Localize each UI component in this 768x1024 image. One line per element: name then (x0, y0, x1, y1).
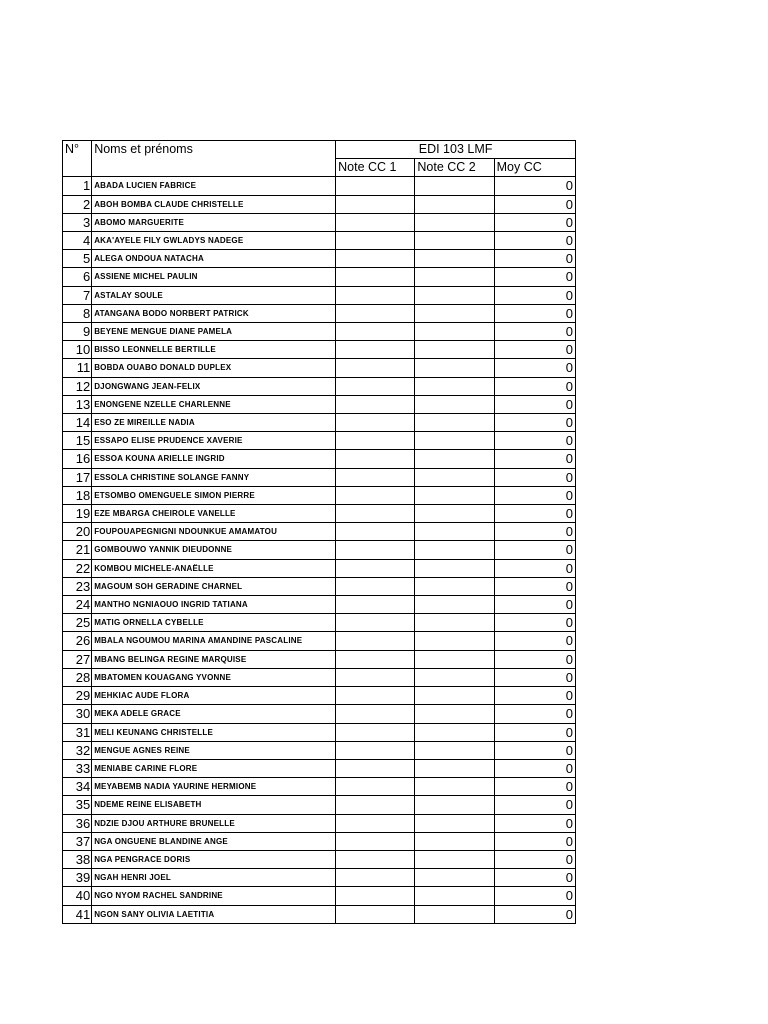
table-row (63, 759, 576, 777)
moy-cc-cell: 0 (494, 596, 575, 614)
table-row (63, 177, 576, 195)
note-cc2-cell[interactable] (415, 796, 494, 814)
moy-cc-cell: 0 (494, 213, 575, 231)
student-number: 34 (63, 778, 92, 796)
note-cc2-cell[interactable] (415, 632, 494, 650)
note-cc1-cell[interactable] (336, 850, 415, 868)
note-cc2-cell[interactable] (415, 850, 494, 868)
table-row (63, 377, 576, 395)
student-name: BISSO LEONNELLE BERTILLE (92, 341, 336, 359)
student-name: BEYENE MENGUE DIANE PAMELA (92, 323, 336, 341)
note-cc1-cell[interactable] (336, 687, 415, 705)
student-name: MATIG ORNELLA CYBELLE (92, 614, 336, 632)
student-name: MENIABE CARINE FLORE (92, 759, 336, 777)
moy-cc-cell: 0 (494, 850, 575, 868)
student-number: 21 (63, 541, 92, 559)
moy-cc-cell: 0 (494, 432, 575, 450)
moy-cc-cell: 0 (494, 668, 575, 686)
student-name: ASTALAY SOULE (92, 286, 336, 304)
note-cc1-cell[interactable] (336, 614, 415, 632)
note-cc2-cell[interactable] (415, 195, 494, 213)
table-row (63, 723, 576, 741)
table-row (63, 668, 576, 686)
note-cc1-cell[interactable] (336, 432, 415, 450)
note-cc2-cell[interactable] (415, 505, 494, 523)
table-row (63, 778, 576, 796)
student-number: 27 (63, 650, 92, 668)
note-cc1-cell[interactable] (336, 323, 415, 341)
table-row (63, 577, 576, 595)
student-name: GOMBOUWO YANNIK DIEUDONNE (92, 541, 336, 559)
moy-cc-cell: 0 (494, 741, 575, 759)
note-cc2-cell[interactable] (415, 468, 494, 486)
student-name: MBALA NGOUMOU MARINA AMANDINE PASCALINE (92, 632, 336, 650)
table-row (63, 796, 576, 814)
student-name: MELI KEUNANG CHRISTELLE (92, 723, 336, 741)
table-row (63, 741, 576, 759)
number-column-header: N° (63, 141, 92, 177)
student-name: NGO NYOM RACHEL SANDRINE (92, 887, 336, 905)
note-cc2-cell[interactable] (415, 341, 494, 359)
note-cc2-cell[interactable] (415, 723, 494, 741)
table-row (63, 505, 576, 523)
student-name: ETSOMBO OMENGUELE SIMON PIERRE (92, 486, 336, 504)
table-row (63, 486, 576, 504)
table-row (63, 450, 576, 468)
student-number: 13 (63, 395, 92, 413)
student-name: MAGOUM SOH GERADINE CHARNEL (92, 577, 336, 595)
note-cc2-cell[interactable] (415, 577, 494, 595)
note-cc1-cell[interactable] (336, 505, 415, 523)
student-number: 6 (63, 268, 92, 286)
note-cc2-cell[interactable] (415, 359, 494, 377)
note-cc2-cell[interactable] (415, 705, 494, 723)
moy-cc-cell: 0 (494, 650, 575, 668)
grade-sheet-table (62, 140, 576, 924)
moy-cc-cell: 0 (494, 304, 575, 322)
moy-cc-cell: 0 (494, 832, 575, 850)
note-cc1-cell[interactable] (336, 450, 415, 468)
table-row (63, 523, 576, 541)
table-row (63, 395, 576, 413)
student-name: ABADA LUCIEN FABRICE (92, 177, 336, 195)
student-number: 20 (63, 523, 92, 541)
student-number: 22 (63, 559, 92, 577)
student-name: ABOH BOMBA CLAUDE CHRISTELLE (92, 195, 336, 213)
moy-cc-cell: 0 (494, 359, 575, 377)
moy-cc-cell: 0 (494, 632, 575, 650)
moy-cc-cell: 0 (494, 523, 575, 541)
student-number: 9 (63, 323, 92, 341)
note-cc2-cell[interactable] (415, 814, 494, 832)
moy-cc-cell: 0 (494, 232, 575, 250)
student-name: NGA PENGRACE DORIS (92, 850, 336, 868)
table-row (63, 632, 576, 650)
note-cc1-cell[interactable] (336, 741, 415, 759)
student-name: EZE MBARGA CHEIROLE VANELLE (92, 505, 336, 523)
student-name: MANTHO NGNIAOUO INGRID TATIANA (92, 596, 336, 614)
table-row (63, 687, 576, 705)
moy-cc-cell: 0 (494, 377, 575, 395)
note-cc1-cell[interactable] (336, 304, 415, 322)
note-cc1-cell[interactable] (336, 414, 415, 432)
note-cc2-cell[interactable] (415, 832, 494, 850)
note-cc1-cell[interactable] (336, 486, 415, 504)
course-header: EDI 103 LMF (336, 141, 576, 159)
note-cc1-cell[interactable] (336, 759, 415, 777)
moy-cc-cell: 0 (494, 195, 575, 213)
student-name: ENONGENE NZELLE CHARLENNE (92, 395, 336, 413)
note-cc1-header: Note CC 1 (336, 159, 415, 177)
moy-cc-header: Moy CC (494, 159, 575, 177)
student-name: ESSOA KOUNA ARIELLE INGRID (92, 450, 336, 468)
student-name: ESO ZE MIREILLE NADIA (92, 414, 336, 432)
note-cc1-cell[interactable] (336, 577, 415, 595)
student-number: 39 (63, 869, 92, 887)
student-number: 2 (63, 195, 92, 213)
note-cc1-cell[interactable] (336, 268, 415, 286)
note-cc2-cell[interactable] (415, 486, 494, 504)
note-cc1-cell[interactable] (336, 377, 415, 395)
note-cc2-cell[interactable] (415, 650, 494, 668)
note-cc2-cell[interactable] (415, 778, 494, 796)
note-cc1-cell[interactable] (336, 668, 415, 686)
table-row (63, 213, 576, 231)
student-number: 3 (63, 213, 92, 231)
note-cc1-cell[interactable] (336, 559, 415, 577)
note-cc1-cell[interactable] (336, 796, 415, 814)
moy-cc-cell: 0 (494, 614, 575, 632)
student-name: NDZIE DJOU ARTHURE BRUNELLE (92, 814, 336, 832)
table-row (63, 705, 576, 723)
student-name: MEKA ADELE GRACE (92, 705, 336, 723)
note-cc2-cell[interactable] (415, 668, 494, 686)
student-name: ALEGA ONDOUA NATACHA (92, 250, 336, 268)
table-row (63, 341, 576, 359)
note-cc1-cell[interactable] (336, 359, 415, 377)
table-row (63, 905, 576, 923)
student-name: AKA'AYELE FILY GWLADYS NADEGE (92, 232, 336, 250)
student-number: 16 (63, 450, 92, 468)
student-name: NGON SANY OLIVIA LAETITIA (92, 905, 336, 923)
table-row (63, 432, 576, 450)
student-name: MENGUE AGNES REINE (92, 741, 336, 759)
moy-cc-cell: 0 (494, 577, 575, 595)
student-number: 25 (63, 614, 92, 632)
note-cc2-cell[interactable] (415, 614, 494, 632)
moy-cc-cell: 0 (494, 486, 575, 504)
note-cc1-cell[interactable] (336, 650, 415, 668)
student-number: 38 (63, 850, 92, 868)
note-cc1-cell[interactable] (336, 213, 415, 231)
student-name: MBANG BELINGA REGINE MARQUISE (92, 650, 336, 668)
student-number: 30 (63, 705, 92, 723)
table-row (63, 850, 576, 868)
table-row (63, 359, 576, 377)
note-cc2-cell[interactable] (415, 541, 494, 559)
student-number: 14 (63, 414, 92, 432)
note-cc2-cell[interactable] (415, 905, 494, 923)
student-number: 15 (63, 432, 92, 450)
note-cc1-cell[interactable] (336, 468, 415, 486)
table-row (63, 614, 576, 632)
moy-cc-cell: 0 (494, 450, 575, 468)
student-number: 31 (63, 723, 92, 741)
student-number: 41 (63, 905, 92, 923)
moy-cc-cell: 0 (494, 796, 575, 814)
table-row (63, 541, 576, 559)
student-number: 28 (63, 668, 92, 686)
student-number: 36 (63, 814, 92, 832)
moy-cc-cell: 0 (494, 414, 575, 432)
note-cc2-cell[interactable] (415, 887, 494, 905)
moy-cc-cell: 0 (494, 814, 575, 832)
moy-cc-cell: 0 (494, 723, 575, 741)
table-row (63, 323, 576, 341)
note-cc1-cell[interactable] (336, 232, 415, 250)
table-row (63, 232, 576, 250)
student-number: 32 (63, 741, 92, 759)
student-number: 7 (63, 286, 92, 304)
note-cc2-header: Note CC 2 (415, 159, 494, 177)
table-row (63, 304, 576, 322)
moy-cc-cell: 0 (494, 341, 575, 359)
table-row (63, 814, 576, 832)
student-number: 10 (63, 341, 92, 359)
moy-cc-cell: 0 (494, 286, 575, 304)
note-cc2-cell[interactable] (415, 268, 494, 286)
student-number: 26 (63, 632, 92, 650)
note-cc1-cell[interactable] (336, 869, 415, 887)
note-cc2-cell[interactable] (415, 869, 494, 887)
note-cc2-cell[interactable] (415, 250, 494, 268)
note-cc2-cell[interactable] (415, 687, 494, 705)
student-name: BOBDA OUABO DONALD DUPLEX (92, 359, 336, 377)
moy-cc-cell: 0 (494, 505, 575, 523)
student-name: NGAH HENRI JOEL (92, 869, 336, 887)
table-row (63, 559, 576, 577)
note-cc2-cell[interactable] (415, 213, 494, 231)
student-name: ABOMO MARGUERITE (92, 213, 336, 231)
table-row (63, 195, 576, 213)
table-row (63, 468, 576, 486)
student-number: 17 (63, 468, 92, 486)
note-cc1-cell[interactable] (336, 541, 415, 559)
note-cc2-cell[interactable] (415, 323, 494, 341)
note-cc2-cell[interactable] (415, 741, 494, 759)
student-number: 40 (63, 887, 92, 905)
student-number: 18 (63, 486, 92, 504)
note-cc1-cell[interactable] (336, 177, 415, 195)
note-cc1-cell[interactable] (336, 632, 415, 650)
table-row (63, 650, 576, 668)
table-row (63, 250, 576, 268)
note-cc1-cell[interactable] (336, 250, 415, 268)
table-row (63, 268, 576, 286)
moy-cc-cell: 0 (494, 687, 575, 705)
student-name: ATANGANA BODO NORBERT PATRICK (92, 304, 336, 322)
note-cc2-cell[interactable] (415, 759, 494, 777)
note-cc1-cell[interactable] (336, 814, 415, 832)
note-cc1-cell[interactable] (336, 832, 415, 850)
student-name: NGA ONGUENE BLANDINE ANGE (92, 832, 336, 850)
moy-cc-cell: 0 (494, 869, 575, 887)
student-number: 4 (63, 232, 92, 250)
table-row (63, 887, 576, 905)
student-name: MEYABEMB NADIA YAURINE HERMIONE (92, 778, 336, 796)
student-name: MEHKIAC AUDE FLORA (92, 687, 336, 705)
student-number: 35 (63, 796, 92, 814)
note-cc2-cell[interactable] (415, 286, 494, 304)
note-cc2-cell[interactable] (415, 304, 494, 322)
student-number: 12 (63, 377, 92, 395)
moy-cc-cell: 0 (494, 705, 575, 723)
note-cc1-cell[interactable] (336, 341, 415, 359)
student-rows (63, 177, 576, 923)
student-name: DJONGWANG JEAN-FELIX (92, 377, 336, 395)
moy-cc-cell: 0 (494, 177, 575, 195)
note-cc1-cell[interactable] (336, 523, 415, 541)
moy-cc-cell: 0 (494, 268, 575, 286)
student-number: 24 (63, 596, 92, 614)
student-number: 37 (63, 832, 92, 850)
moy-cc-cell: 0 (494, 395, 575, 413)
note-cc1-cell[interactable] (336, 395, 415, 413)
student-number: 5 (63, 250, 92, 268)
student-name: MBATOMEN KOUAGANG YVONNE (92, 668, 336, 686)
table-row (63, 596, 576, 614)
table-row (63, 286, 576, 304)
note-cc1-cell[interactable] (336, 887, 415, 905)
moy-cc-cell: 0 (494, 559, 575, 577)
note-cc1-cell[interactable] (336, 778, 415, 796)
student-number: 23 (63, 577, 92, 595)
moy-cc-cell: 0 (494, 323, 575, 341)
note-cc2-cell[interactable] (415, 232, 494, 250)
student-number: 33 (63, 759, 92, 777)
student-number: 1 (63, 177, 92, 195)
student-name: NDEME REINE ELISABETH (92, 796, 336, 814)
moy-cc-cell: 0 (494, 887, 575, 905)
student-number: 29 (63, 687, 92, 705)
student-number: 19 (63, 505, 92, 523)
note-cc2-cell[interactable] (415, 395, 494, 413)
name-column-header: Noms et prénoms (92, 141, 336, 177)
moy-cc-cell: 0 (494, 250, 575, 268)
header-row-1 (63, 141, 576, 159)
student-name: KOMBOU MICHELE-ANAËLLE (92, 559, 336, 577)
note-cc2-cell[interactable] (415, 432, 494, 450)
note-cc1-cell[interactable] (336, 905, 415, 923)
student-number: 8 (63, 304, 92, 322)
note-cc2-cell[interactable] (415, 596, 494, 614)
student-name: ESSOLA CHRISTINE SOLANGE FANNY (92, 468, 336, 486)
note-cc2-cell[interactable] (415, 450, 494, 468)
table-row (63, 414, 576, 432)
note-cc1-cell[interactable] (336, 596, 415, 614)
moy-cc-cell: 0 (494, 759, 575, 777)
moy-cc-cell: 0 (494, 541, 575, 559)
note-cc1-cell[interactable] (336, 723, 415, 741)
table-row (63, 869, 576, 887)
note-cc1-cell[interactable] (336, 195, 415, 213)
table-row (63, 832, 576, 850)
note-cc1-cell[interactable] (336, 286, 415, 304)
note-cc1-cell[interactable] (336, 705, 415, 723)
moy-cc-cell: 0 (494, 778, 575, 796)
note-cc2-cell[interactable] (415, 377, 494, 395)
student-name: FOUPOUAPEGNIGNI NDOUNKUE AMAMATOU (92, 523, 336, 541)
student-name: ASSIENE MICHEL PAULIN (92, 268, 336, 286)
note-cc2-cell[interactable] (415, 177, 494, 195)
note-cc2-cell[interactable] (415, 523, 494, 541)
student-number: 11 (63, 359, 92, 377)
note-cc2-cell[interactable] (415, 414, 494, 432)
note-cc2-cell[interactable] (415, 559, 494, 577)
moy-cc-cell: 0 (494, 905, 575, 923)
student-name: ESSAPO ELISE PRUDENCE XAVERIE (92, 432, 336, 450)
moy-cc-cell: 0 (494, 468, 575, 486)
